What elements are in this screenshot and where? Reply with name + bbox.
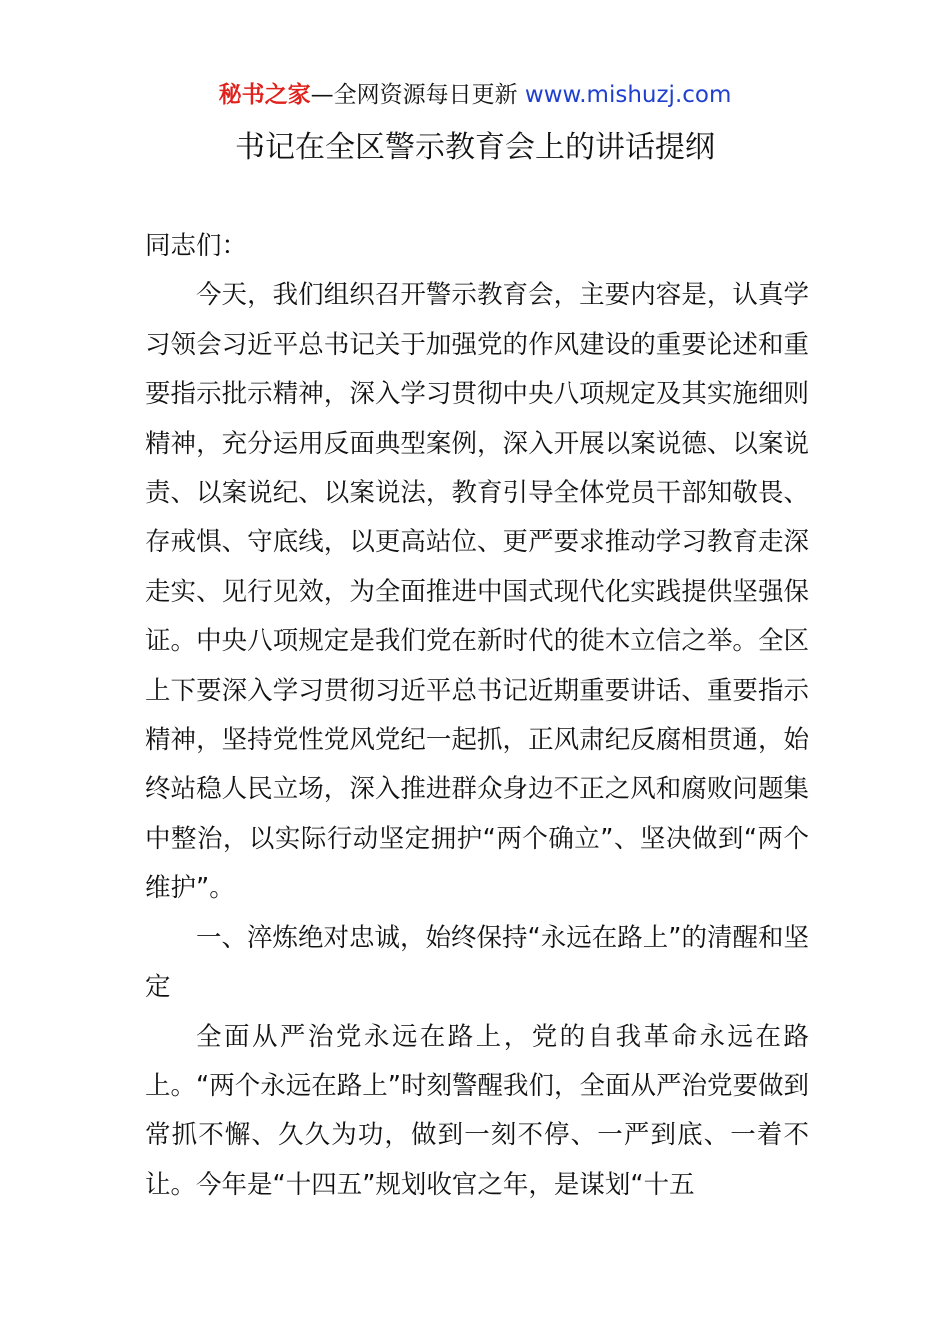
- document-title: 书记在全区警示教育会上的讲话提纲: [235, 130, 715, 165]
- site-header: [0, 78, 950, 112]
- site-brand: 秘书之家: [218, 82, 311, 108]
- document-body: [145, 222, 809, 1210]
- site-tagline: —全网资源每日更新: [310, 82, 525, 108]
- site-url-link[interactable]: www.mishuzj.com: [524, 82, 732, 108]
- paragraph: 全面从严治党永远在路上，党的自我革命永远在路上。“两个永远在路上”时刻警醒我们，全面从严治党要做到常抓不懈、久久为功，做到一刻不停、一严到底、一着不让。今年是“十四五”规划收官之年，是谋划“十五: [145, 1021, 809, 1200]
- paragraph: 今天，我们组织召开警示教育会，主要内容是，认真学习领会习近平总书记关于加强党的作风建设的重要论述和重要指示批示精神，深入学习贯彻中央八项规定及其实施细则精神，充分运用反面典型案例，深入开展以案说德、以案说责、以案说纪、以案说法，教育引导全体党员干部知敬畏、存戒惧、守底线，以更高站位、更严要求推动学习教育走深走实、见行见效，为全面推进中国式现代化实践提供坚强保证。中央八项规定是我们党在新时代的徙木立信之举。全区上下要深入学习贯彻习近平总书记近期重要讲话、重要指示精神，坚持党性党风党纪一起抓，正风肃纪反腐相贯通，始终站稳人民立场，深入推进群众身边不正之风和腐败问题集中整治，以实际行动坚定拥护“两个确立”、坚决做到“两个维护”。: [145, 280, 809, 904]
- section-heading: 一、淬炼绝对忠诚，始终保持“永远在路上”的清醒和坚定: [145, 922, 809, 1003]
- salutation: 同志们：: [145, 231, 248, 261]
